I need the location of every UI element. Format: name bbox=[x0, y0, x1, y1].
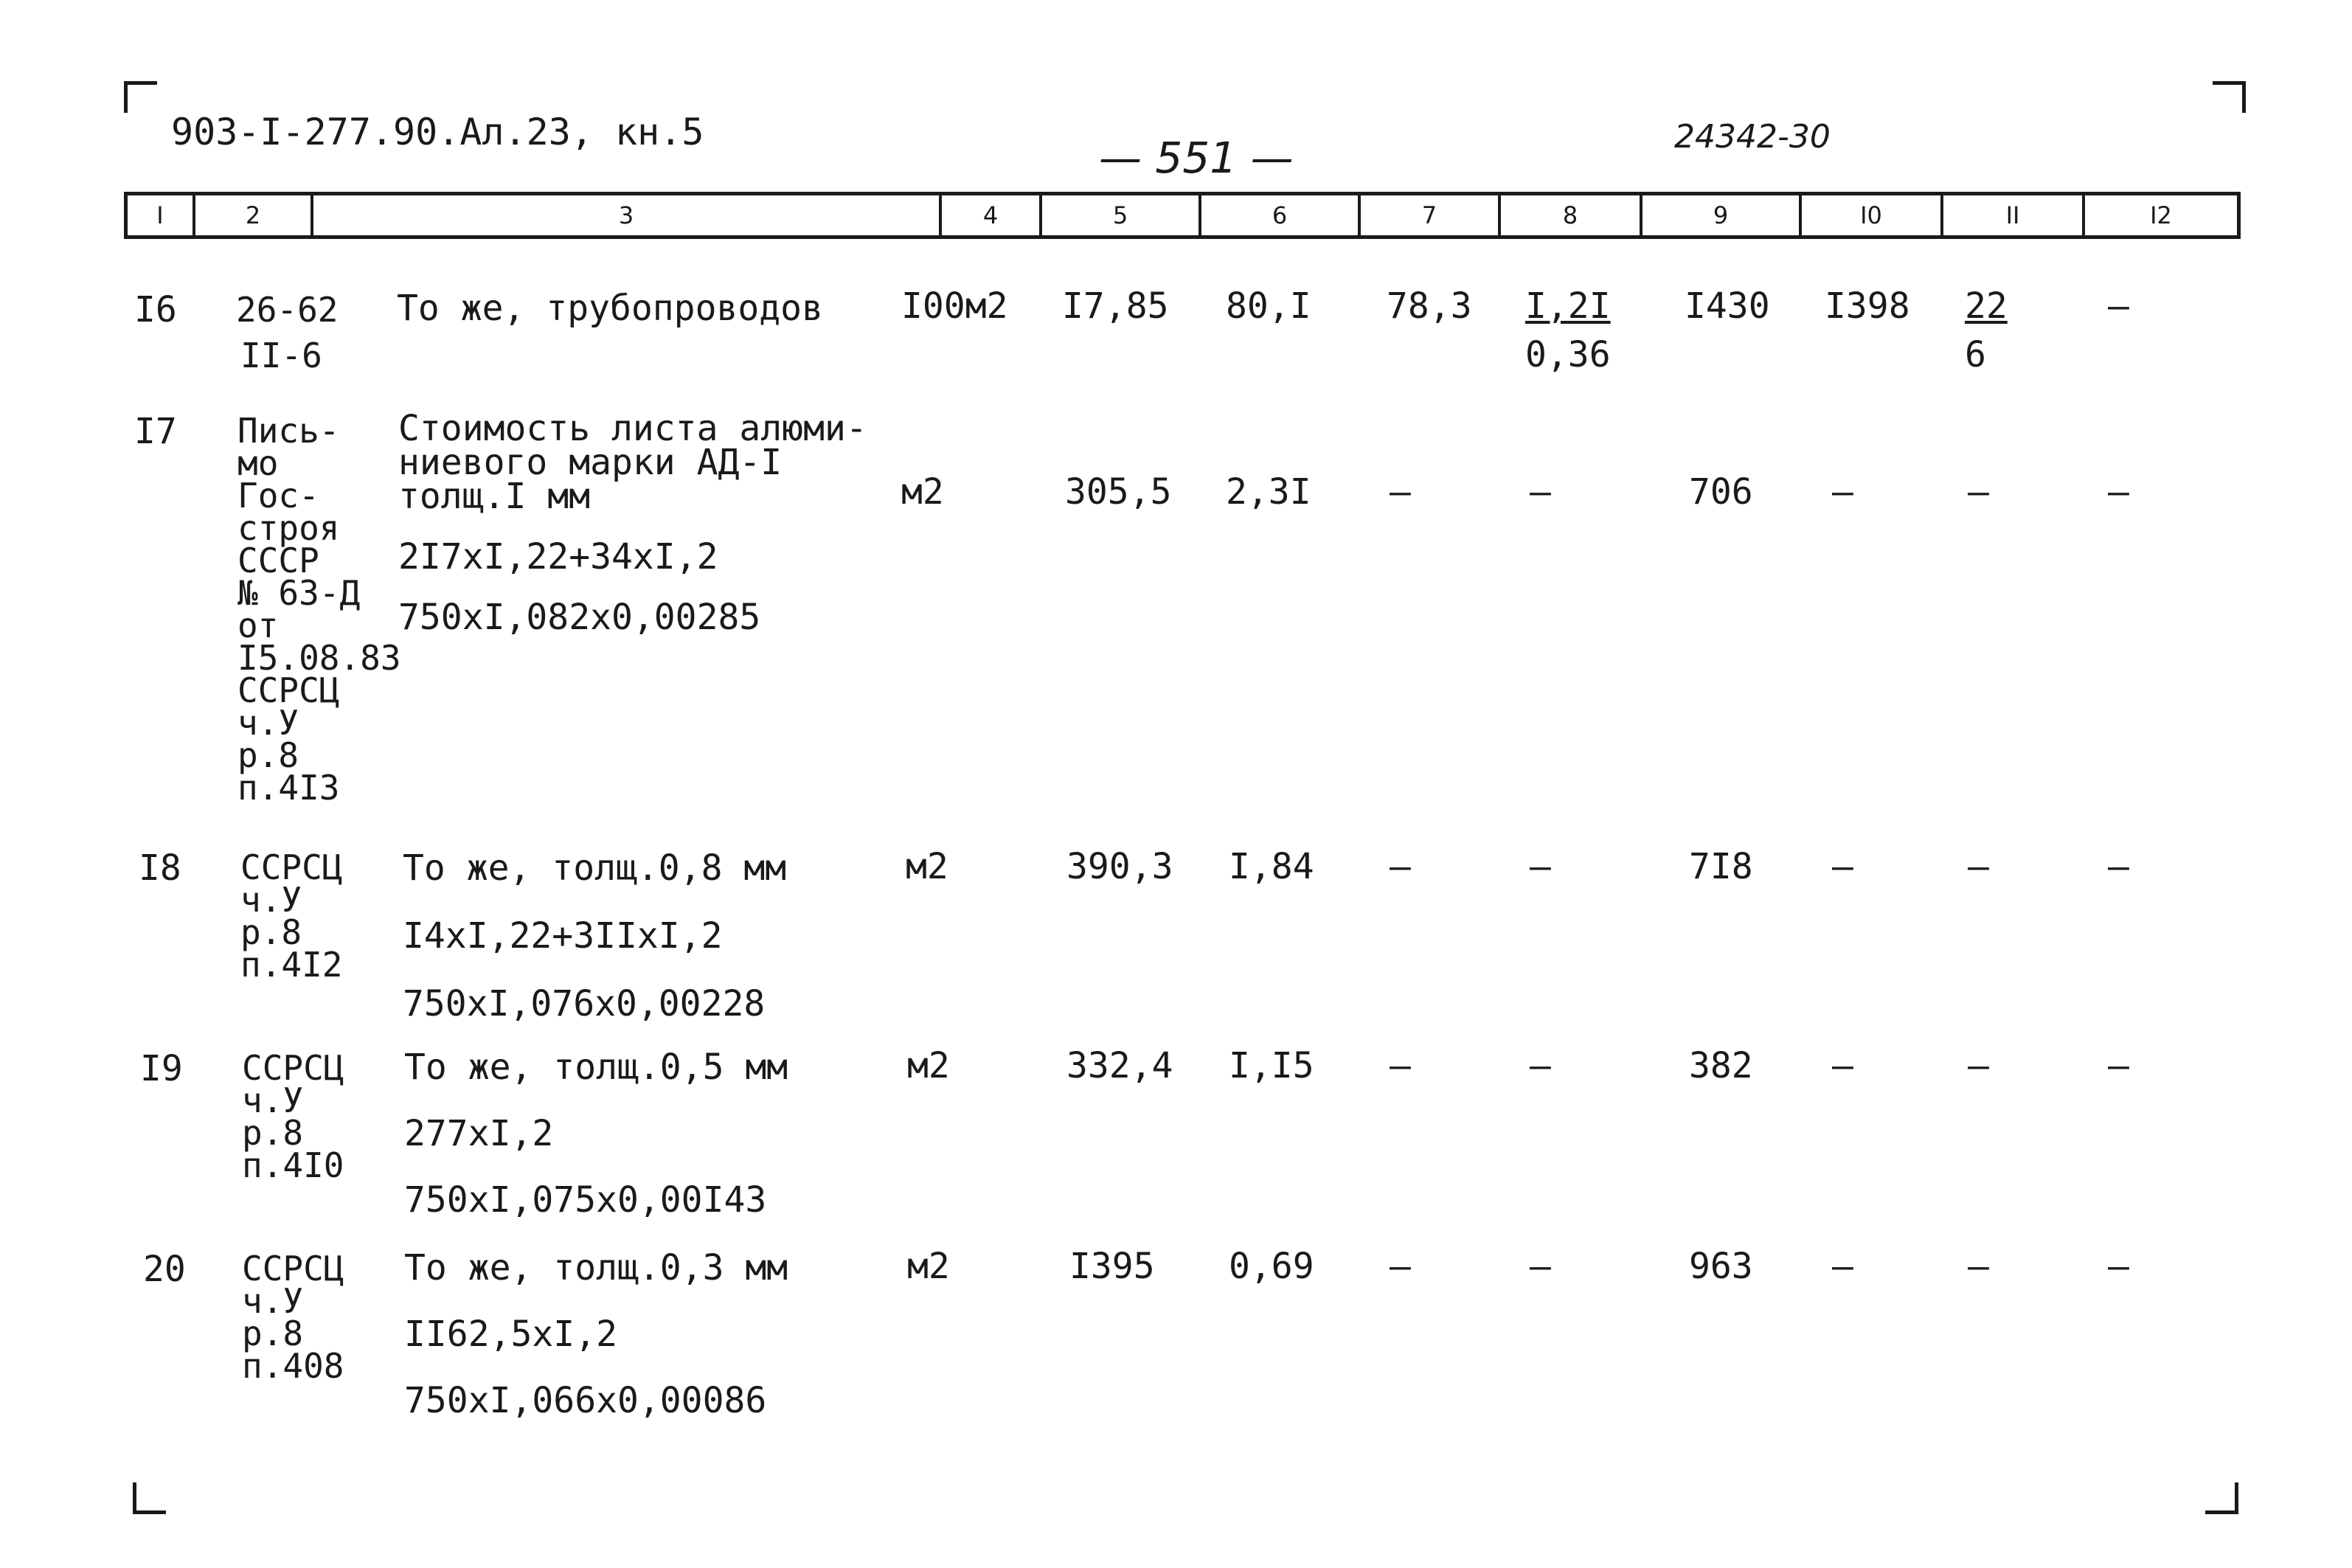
row-col8-secondary: 0,36 bbox=[1525, 334, 1611, 375]
row-col6: 2,3I bbox=[1226, 471, 1311, 513]
row-source: Пись- мо Гос- строя СССР № 63-Д от I5.08.83 ССРСЦ ч.У р.8 п.4I3 bbox=[237, 411, 401, 808]
row-unit: м2 bbox=[906, 846, 948, 887]
row-col8: – bbox=[1530, 1045, 1551, 1086]
row-unit: м2 bbox=[907, 1045, 950, 1086]
row-source: ССРСЦ ч.У р.8 п.4I2 bbox=[240, 847, 343, 985]
corner-mark-bottom-right bbox=[2205, 1482, 2238, 1514]
row-number: I6 bbox=[134, 289, 177, 330]
row-col10: – bbox=[1832, 846, 1853, 887]
row-col7: – bbox=[1390, 471, 1411, 513]
column-header: II bbox=[1940, 195, 2082, 235]
row-col10: – bbox=[1832, 471, 1853, 513]
column-header: 7 bbox=[1358, 195, 1498, 235]
row-source: ССРСЦ ч.У р.8 п.408 bbox=[242, 1249, 344, 1386]
row-col9: 963 bbox=[1689, 1246, 1753, 1287]
row-col10: I398 bbox=[1825, 285, 1910, 327]
row-unit: м2 bbox=[907, 1246, 950, 1287]
row-number: I8 bbox=[139, 847, 181, 889]
corner-mark-top-right bbox=[2213, 81, 2246, 113]
row-col12: – bbox=[2108, 285, 2129, 327]
page-number: — 551 — bbox=[1099, 133, 1294, 183]
column-header: 3 bbox=[311, 195, 939, 235]
column-header: I bbox=[156, 201, 164, 229]
row-col10: – bbox=[1832, 1246, 1853, 1287]
row-col10: – bbox=[1832, 1045, 1853, 1086]
row-col8: – bbox=[1530, 846, 1551, 887]
column-header: I0 bbox=[1799, 195, 1940, 235]
row-col5: I395 bbox=[1069, 1246, 1155, 1287]
row-description: То же, толщ.0,5 мм 277хI,2 750хI,075х0,00I43 bbox=[404, 1047, 788, 1221]
row-col12: – bbox=[2108, 1246, 2129, 1287]
column-header: 5 bbox=[1039, 195, 1198, 235]
row-source: ССРСЦ ч.У р.8 п.4I0 bbox=[242, 1048, 344, 1185]
row-col9: 7I8 bbox=[1689, 846, 1753, 887]
row-description: Стоимость листа алюми- ниевого марки АД-I толщ.I мм 2I7хI,22+34хI,2 750хI,082х0,00285 bbox=[398, 408, 867, 638]
row-col5: 305,5 bbox=[1065, 471, 1172, 513]
row-col5: I7,85 bbox=[1062, 285, 1169, 327]
row-col11: – bbox=[1968, 471, 1989, 513]
row-col7: – bbox=[1390, 1045, 1411, 1086]
row-col6: 80,I bbox=[1226, 285, 1311, 327]
row-col11: – bbox=[1968, 1246, 1989, 1287]
column-header: 8 bbox=[1498, 195, 1640, 235]
row-col11: – bbox=[1968, 846, 1989, 887]
row-number: I7 bbox=[134, 411, 177, 452]
row-col11: 22 bbox=[1965, 285, 2008, 327]
row-source: 26-62 II-6 bbox=[236, 290, 339, 375]
row-unit: I00м2 bbox=[901, 285, 1008, 327]
row-col8: I,2I bbox=[1525, 285, 1611, 327]
row-description: То же, толщ.0,8 мм I4хI,22+3IIхI,2 750хI,076х0,00228 bbox=[403, 847, 787, 1024]
row-col7: – bbox=[1390, 1246, 1411, 1287]
row-col9: I430 bbox=[1685, 285, 1770, 327]
column-header: 2 bbox=[192, 195, 311, 235]
row-col11: – bbox=[1968, 1045, 1989, 1086]
row-number: I9 bbox=[140, 1048, 183, 1089]
row-col6: I,I5 bbox=[1229, 1045, 1314, 1086]
row-col9: 382 bbox=[1689, 1045, 1753, 1086]
row-description: То же, трубопроводов bbox=[397, 288, 823, 329]
column-header: I2 bbox=[2082, 195, 2237, 235]
row-col12: – bbox=[2108, 1045, 2129, 1086]
corner-mark-top-left bbox=[124, 81, 157, 113]
row-col8: – bbox=[1530, 1246, 1551, 1287]
row-description: То же, толщ.0,3 мм II62,5хI,2 750хI,066х0,00086 bbox=[404, 1247, 788, 1421]
row-col11-secondary: 6 bbox=[1965, 334, 1986, 375]
row-col12: – bbox=[2108, 471, 2129, 513]
column-header: 4 bbox=[939, 195, 1039, 235]
row-col5: 332,4 bbox=[1066, 1045, 1173, 1086]
row-number: 20 bbox=[143, 1249, 186, 1290]
corner-mark-bottom-left bbox=[133, 1482, 166, 1514]
row-col9: 706 bbox=[1689, 471, 1753, 513]
handwritten-number: 24342-30 bbox=[1674, 118, 1831, 156]
row-col7: 78,3 bbox=[1387, 285, 1472, 327]
row-col6: 0,69 bbox=[1229, 1246, 1314, 1287]
row-col5: 390,3 bbox=[1066, 846, 1173, 887]
row-col8: – bbox=[1530, 471, 1551, 513]
column-header: 6 bbox=[1198, 195, 1358, 235]
row-unit: м2 bbox=[901, 471, 944, 513]
document-code: 903-I-277.90.Ал.23, кн.5 bbox=[171, 111, 704, 153]
row-col7: – bbox=[1390, 846, 1411, 887]
column-header: 9 bbox=[1640, 195, 1799, 235]
row-col6: I,84 bbox=[1229, 846, 1314, 887]
row-col12: – bbox=[2108, 846, 2129, 887]
column-header-bar bbox=[124, 192, 2241, 239]
